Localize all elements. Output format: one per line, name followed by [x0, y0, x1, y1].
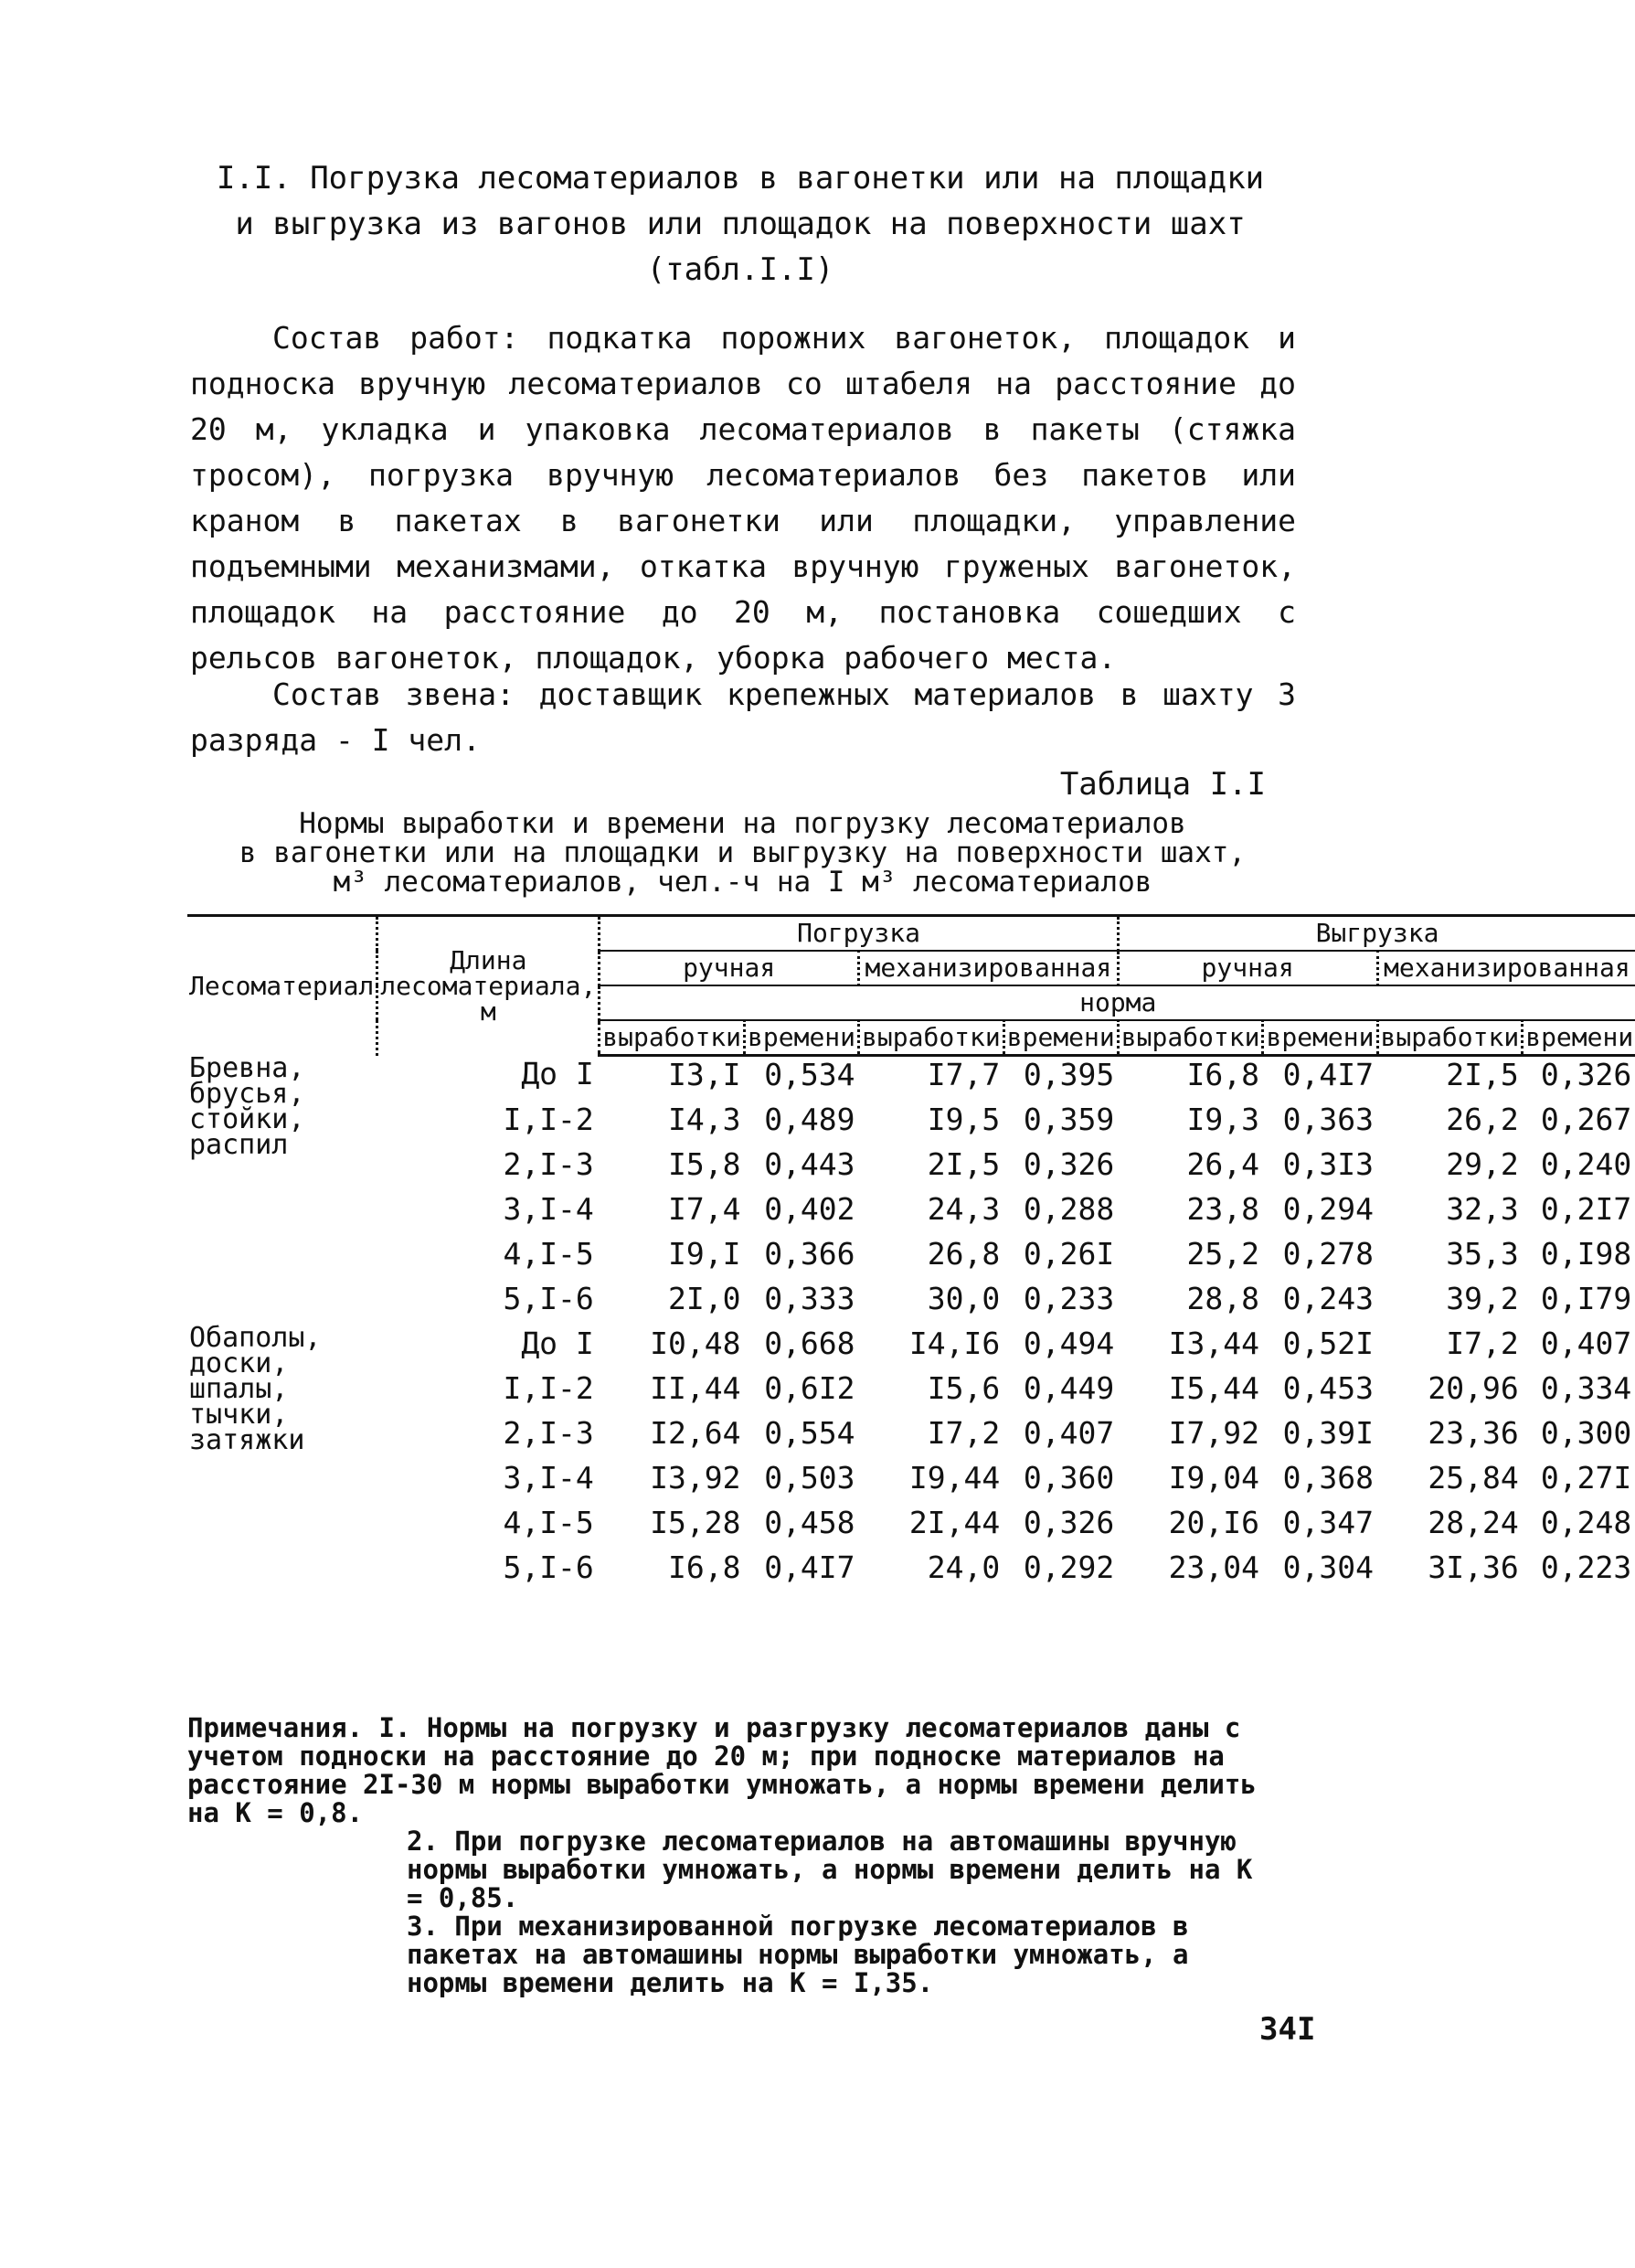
value-cell: 0,534 [764, 1057, 855, 1092]
value-cell: I6,8 [668, 1549, 741, 1585]
heading-line-1: I.I. Погрузка лесоматериалов в вагонетки или на площадки [216, 160, 1265, 197]
team-composition-text: Состав звена: доставщик крепежных материалов в шахту 3 разряда - I чел. [190, 676, 1296, 758]
header-loading-manual: ручная [600, 951, 859, 985]
value-cell: 23,04 [1168, 1549, 1259, 1585]
value-cell: 0,554 [764, 1415, 855, 1451]
value-cell: 0,360 [1023, 1460, 1115, 1496]
length-cell: 5,I-6 [503, 1281, 594, 1316]
value-cell: 2I,0 [668, 1281, 741, 1316]
header-loading-mechanized: механизированная [859, 951, 1119, 985]
value-cell: 0,267 [1540, 1102, 1632, 1137]
table-row [187, 1460, 1635, 1505]
value-cell: 0,2I7 [1540, 1191, 1632, 1227]
value-cell: 0,395 [1023, 1057, 1115, 1092]
value-cell: 2I,5 [927, 1146, 1001, 1182]
value-cell: 0,3I3 [1282, 1146, 1374, 1182]
value-cell: 0,39I [1282, 1415, 1374, 1451]
value-cell: 0,359 [1023, 1102, 1115, 1137]
value-cell: 26,4 [1186, 1146, 1259, 1182]
table-row [187, 1326, 1635, 1370]
notes-block [187, 1714, 1284, 1997]
value-cell: I7,4 [668, 1191, 741, 1227]
header-norm: норма [600, 985, 1635, 1020]
caption-line-3: м³ лесоматериалов, чел.-ч на I м³ лесоматериалов [333, 866, 1152, 899]
header-time: времени [1003, 1020, 1118, 1056]
value-cell: 0,347 [1282, 1505, 1374, 1540]
value-cell: 0,402 [764, 1191, 855, 1227]
value-cell: 28,8 [1186, 1281, 1259, 1316]
value-cell: I9,04 [1168, 1460, 1259, 1496]
value-cell: 0,I79 [1540, 1281, 1632, 1316]
value-cell: I2,64 [650, 1415, 741, 1451]
note-3: 3. При механизированной погрузке лесоматериалов в пакетах на автомашины нормы выработки умножать, а нормы времени делить на К = I,35. [407, 1911, 1189, 1998]
value-cell: 25,2 [1186, 1236, 1259, 1272]
value-cell: 0,453 [1282, 1370, 1374, 1406]
length-cell: 3,I-4 [503, 1460, 594, 1496]
material-cell: Обаполы, доски, шпалы, тычки, затяжки [189, 1322, 322, 1456]
note-1: Примечания. I. Нормы на погрузку и разгрузку лесоматериалов даны с учетом подноски на расстояние до 20 м; при подноске материалов на расстояние 2I-30 м нормы выработки умножать, а нормы времени делить на К = 0,8. [187, 1712, 1257, 1828]
value-cell: 0,368 [1282, 1460, 1374, 1496]
value-cell: 24,3 [927, 1191, 1001, 1227]
value-cell: 20,96 [1428, 1370, 1519, 1406]
value-cell: I5,6 [927, 1370, 1001, 1406]
header-output: выработки [859, 1020, 1004, 1056]
length-cell: До I [521, 1326, 594, 1361]
value-cell: 0,52I [1282, 1326, 1374, 1361]
value-cell: 0,449 [1023, 1370, 1115, 1406]
value-cell: 0,304 [1282, 1549, 1374, 1585]
length-cell: I,I-2 [503, 1370, 594, 1406]
section-heading [183, 155, 1298, 293]
value-cell: I0,48 [650, 1326, 741, 1361]
value-cell: I9,5 [927, 1102, 1001, 1137]
norms-table-body [187, 1051, 1635, 1595]
value-cell: 0,407 [1023, 1415, 1115, 1451]
table-row [187, 1056, 1635, 1102]
caption-line-2: в вагонетки или на площадки и выгрузку на поверхности шахт, [239, 836, 1247, 869]
team-composition-paragraph [190, 672, 1296, 763]
value-cell: 39,2 [1446, 1281, 1519, 1316]
length-cell: До I [521, 1055, 594, 1091]
value-cell: 0,494 [1023, 1326, 1115, 1361]
value-cell: I9,I [668, 1236, 741, 1272]
value-cell: 29,2 [1446, 1146, 1519, 1182]
value-cell: I9,44 [908, 1460, 1001, 1496]
value-cell: 0,458 [764, 1505, 855, 1540]
value-cell: I5,28 [650, 1505, 741, 1540]
value-cell: I6,8 [1186, 1057, 1259, 1092]
value-cell: 0,366 [764, 1236, 855, 1272]
header-unloading-manual: ручная [1118, 951, 1377, 985]
value-cell: 0,240 [1540, 1146, 1632, 1182]
table-row [187, 1370, 1635, 1415]
work-composition-text: Состав работ: подкатка порожних вагонеток, площадок и подноска вручную лесоматериалов со штабеля на расстояние до 20 м, укладка и упаковка лесоматериалов в пакеты (стяжка тросом), погрузка вручную лесоматериалов без пакетов или краном в пакетах в вагонетки или площадки, управление подъемными механизмами, откатка вручную груженых вагонеток, площадок на расстояние до 20 м, постановка сошедших с рельсов вагонеток, площадок, уборка рабочего места. [190, 320, 1296, 676]
value-cell: 0,668 [764, 1326, 855, 1361]
value-cell: 0,243 [1282, 1281, 1374, 1316]
table-row [187, 1102, 1635, 1146]
table-row [187, 1281, 1635, 1326]
value-cell: 26,8 [927, 1236, 1001, 1272]
heading-line-2: и выгрузка из вагонов или площадок на поверхности шахт [235, 206, 1246, 242]
value-cell: I3,I [668, 1057, 741, 1092]
value-cell: 0,I98 [1540, 1236, 1632, 1272]
value-cell: I7,7 [927, 1057, 1001, 1092]
value-cell: 23,8 [1186, 1191, 1259, 1227]
header-loading: Погрузка [600, 916, 1118, 952]
norms-table [187, 914, 1635, 1594]
value-cell: I3,44 [1168, 1326, 1259, 1361]
header-unloading: Выгрузка [1118, 916, 1635, 952]
value-cell: 0,4I7 [1282, 1057, 1374, 1092]
heading-line-3: (табл.I.I) [646, 251, 834, 288]
length-cell: I,I-2 [503, 1102, 594, 1137]
value-cell: I5,8 [668, 1146, 741, 1182]
value-cell: 0,4I7 [764, 1549, 855, 1585]
value-cell: 20,I6 [1168, 1505, 1259, 1540]
note-2: 2. При погрузке лесоматериалов на автомашины вручную нормы выработки умножать, а нормы времени делить на К = 0,85. [407, 1826, 1253, 1913]
value-cell: 2I,5 [1446, 1057, 1519, 1092]
table-row [187, 1191, 1635, 1236]
value-cell: 32,3 [1446, 1191, 1519, 1227]
work-composition-paragraph [190, 315, 1296, 681]
value-cell: I4,I6 [908, 1326, 1001, 1361]
value-cell: 23,36 [1428, 1415, 1519, 1451]
header-output: выработки [600, 1020, 745, 1056]
table-caption [187, 809, 1298, 897]
length-cell: 4,I-5 [503, 1236, 594, 1272]
value-cell: 0,27I [1540, 1460, 1632, 1496]
value-cell: 0,248 [1540, 1505, 1632, 1540]
length-cell: 2,I-3 [503, 1146, 594, 1182]
value-cell: 35,3 [1446, 1236, 1519, 1272]
value-cell: I9,3 [1186, 1102, 1259, 1137]
caption-line-1: Нормы выработки и времени на погрузку лесоматериалов [299, 807, 1186, 840]
value-cell: 0,26I [1023, 1236, 1115, 1272]
table-row [187, 1505, 1635, 1549]
value-cell: 0,334 [1540, 1370, 1632, 1406]
value-cell: I7,2 [927, 1415, 1001, 1451]
value-cell: 0,503 [764, 1460, 855, 1496]
value-cell: 0,489 [764, 1102, 855, 1137]
value-cell: 0,326 [1023, 1146, 1115, 1182]
table-label: Таблица I.I [1059, 766, 1266, 803]
value-cell: 25,84 [1428, 1460, 1519, 1496]
value-cell: 0,363 [1282, 1102, 1374, 1137]
length-cell: 5,I-6 [503, 1549, 594, 1585]
value-cell: 30,0 [927, 1281, 1001, 1316]
value-cell: 0,233 [1023, 1281, 1115, 1316]
value-cell: 0,407 [1540, 1326, 1632, 1361]
value-cell: 26,2 [1446, 1102, 1519, 1137]
header-output: выработки [1118, 1020, 1263, 1056]
header-time: времени [745, 1020, 859, 1056]
table-row [187, 1549, 1635, 1594]
value-cell: I7,92 [1168, 1415, 1259, 1451]
header-length: Длина лесоматериала, м [377, 916, 600, 1056]
value-cell: I3,92 [650, 1460, 741, 1496]
table-row [187, 1146, 1635, 1191]
page-number: 34I [1259, 2011, 1316, 2048]
value-cell: 0,288 [1023, 1191, 1115, 1227]
header-time: времени [1523, 1020, 1635, 1056]
value-cell: 3I,36 [1428, 1549, 1519, 1585]
value-cell: 0,333 [764, 1281, 855, 1316]
length-cell: 3,I-4 [503, 1191, 594, 1227]
value-cell: 0,292 [1023, 1549, 1115, 1585]
value-cell: 0,6I2 [764, 1370, 855, 1406]
header-output: выработки [1377, 1020, 1523, 1056]
value-cell: 0,300 [1540, 1415, 1632, 1451]
table-row [187, 1415, 1635, 1460]
value-cell: 0,294 [1282, 1191, 1374, 1227]
value-cell: I4,3 [668, 1102, 741, 1137]
length-cell: 4,I-5 [503, 1505, 594, 1540]
value-cell: 0,326 [1023, 1505, 1115, 1540]
value-cell: 0,223 [1540, 1549, 1632, 1585]
value-cell: I5,44 [1168, 1370, 1259, 1406]
value-cell: 24,0 [927, 1549, 1001, 1585]
value-cell: 0,326 [1540, 1057, 1632, 1092]
value-cell: 2I,44 [908, 1505, 1001, 1540]
value-cell: 0,278 [1282, 1236, 1374, 1272]
material-cell: Бревна, брусья, стойки, распил [189, 1051, 305, 1161]
header-unloading-mechanized: механизированная [1377, 951, 1635, 985]
value-cell: II,44 [650, 1370, 741, 1406]
header-time: времени [1263, 1020, 1377, 1056]
value-cell: 0,443 [764, 1146, 855, 1182]
header-material: Лесоматериал [187, 916, 377, 1056]
length-cell: 2,I-3 [503, 1415, 594, 1451]
value-cell: I7,2 [1446, 1326, 1519, 1361]
table-row [187, 1236, 1635, 1281]
value-cell: 28,24 [1428, 1505, 1519, 1540]
